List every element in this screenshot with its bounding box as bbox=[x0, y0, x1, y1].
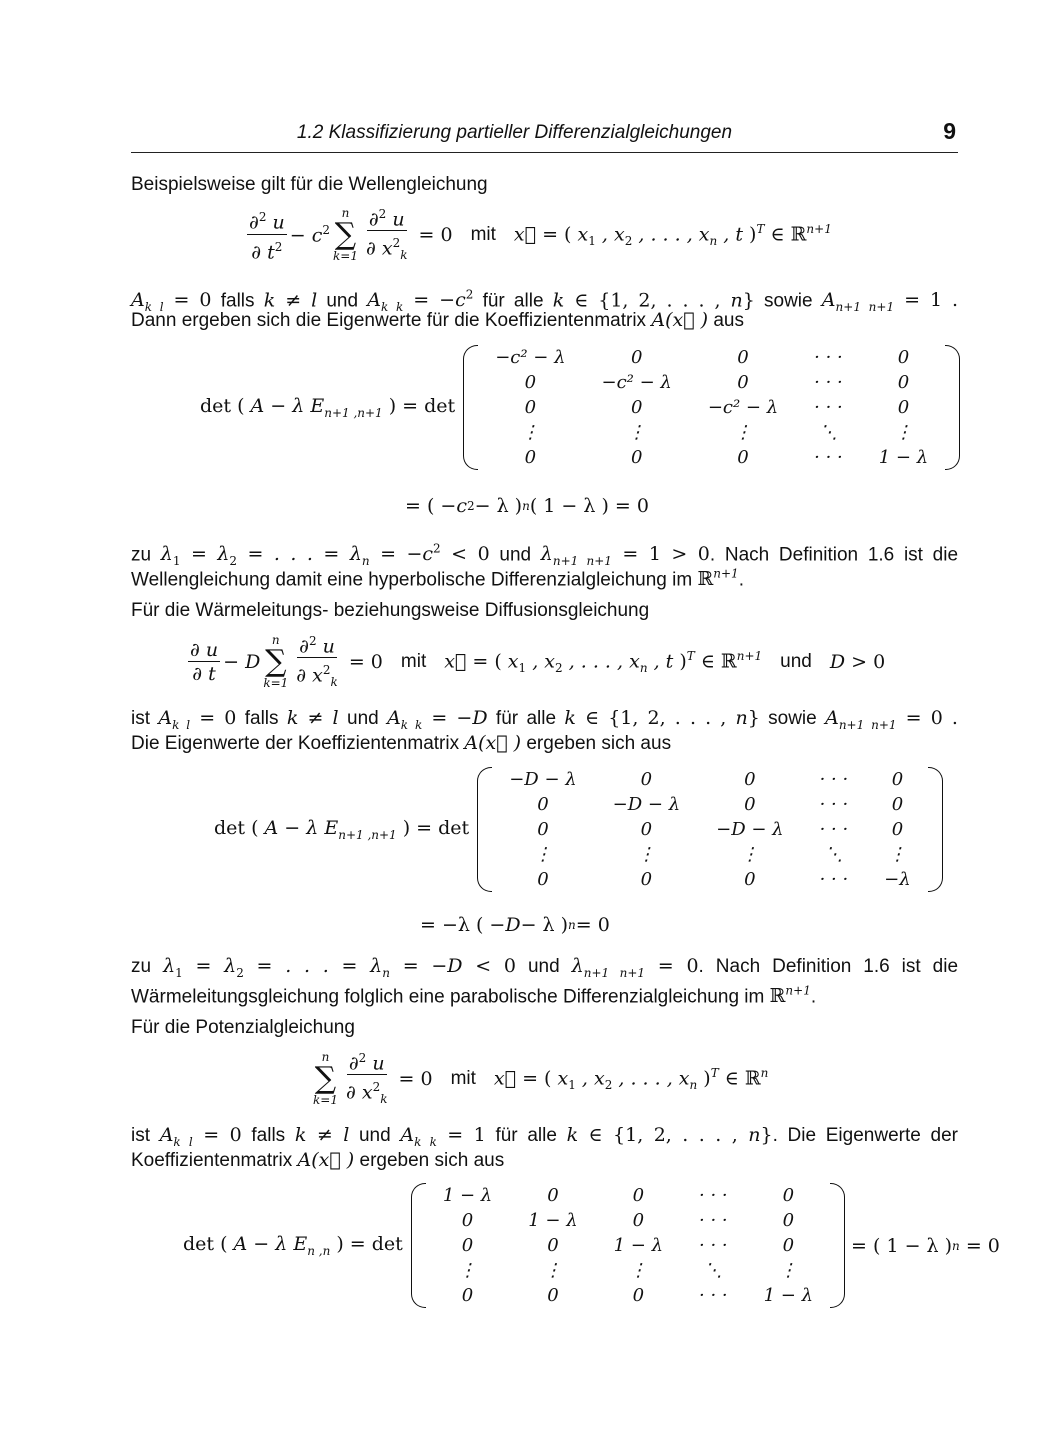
matrix-cell: ⋮ bbox=[894, 422, 913, 443]
matrix-cell: 0 bbox=[744, 769, 756, 790]
matrix-cell: · · · bbox=[819, 769, 849, 790]
matrix-row bbox=[425, 1233, 831, 1258]
matrix-cell: ⋮ bbox=[637, 844, 656, 865]
matrix-cell: −D − λ bbox=[716, 819, 784, 840]
matrix-row bbox=[425, 1208, 831, 1233]
header-title: 1.2 Klassifizierung partieller Differenzialgleichungen bbox=[296, 122, 733, 143]
matrix-row bbox=[491, 842, 928, 867]
matrix-cell: 0 bbox=[630, 347, 643, 368]
matrix-cell: 0 bbox=[524, 372, 537, 393]
paragraph-wave-intro: Beispielsweise gilt für die Wellengleichung bbox=[131, 174, 488, 195]
matrix-cell: 0 bbox=[461, 1285, 474, 1306]
matrix-cell: 0 bbox=[744, 869, 756, 890]
paragraph-heat-eigenvalues: zu $\lambda_1 = \lambda_2$ = . . . = $\lambda_n = -D < 0$ und $\lambda_{n+1 n+1} = 0$. Nach Definition 1.6 ist die bbox=[131, 955, 959, 980]
matrix-cell: 0 bbox=[891, 794, 904, 815]
matrix-cell: 0 bbox=[547, 1285, 559, 1306]
matrix-cell: 0 bbox=[632, 1210, 645, 1231]
matrix-cell: 0 bbox=[897, 372, 910, 393]
equation-wave-det: det ( A − λ $E_{n+1 ,n+1}$ ) = det −c² − λ 0 0 · · · 0 0 −c² − λ 0 · · · 0 0 0 −c² − λ · · · 0 ⋮ ⋮ ⋮ ⋱ ⋮ 0 0 0 · · · 1 − λ bbox=[200, 345, 960, 470]
matrix-cell: · · · bbox=[699, 1285, 728, 1306]
matrix-cell: 0 bbox=[891, 769, 904, 790]
matrix-cell: · · · bbox=[699, 1235, 728, 1256]
paragraph-potential-intro: Für die Potenzialgleichung bbox=[131, 1017, 355, 1038]
matrix-cell: · · · bbox=[699, 1185, 728, 1206]
matrix-cell: −c² − λ bbox=[707, 397, 779, 418]
matrix-cell: ⋮ bbox=[740, 844, 759, 865]
matrix-cell: −c² − λ bbox=[495, 347, 566, 368]
matrix-cell: ⋮ bbox=[458, 1260, 477, 1281]
matrix-cell: 0 bbox=[632, 1185, 645, 1206]
matrix-cell: ⋮ bbox=[888, 844, 907, 865]
matrix-row bbox=[491, 817, 928, 842]
matrix-row bbox=[425, 1183, 831, 1208]
matrix-cell: 0 bbox=[744, 794, 756, 815]
matrix-cell: · · · bbox=[814, 372, 843, 393]
matrix-row bbox=[425, 1283, 831, 1308]
matrix-cell: ⋱ bbox=[704, 1260, 723, 1281]
paragraph-potential-eigen: Koeffizientenmatrix A(x⃗ ) ergeben sich aus bbox=[131, 1149, 505, 1171]
matrix-row bbox=[491, 792, 928, 817]
matrix-cell: · · · bbox=[819, 794, 849, 815]
matrix-cell: 0 bbox=[547, 1185, 559, 1206]
matrix-cell: 0 bbox=[640, 869, 653, 890]
paragraph-wave-hyperbolic: Wellengleichung damit eine hyperbolische Differenzialgleichung im ℝ$^{n+1}$. bbox=[131, 567, 744, 591]
matrix-cell: 1 − λ bbox=[528, 1210, 578, 1231]
equation-heat-det: det ( A − λ $E_{n+1 ,n+1}$ ) = det −D − λ 0 0 · · · 0 0 −D − λ 0 · · · 0 0 0 −D − λ · · · 0 ⋮ ⋮ ⋮ ⋱ ⋮ 0 0 0 · · · −λ bbox=[214, 767, 943, 892]
matrix-cell: 0 bbox=[640, 769, 653, 790]
matrix-cell: 0 bbox=[640, 819, 653, 840]
matrix-cell: ⋱ bbox=[824, 844, 843, 865]
matrix-row bbox=[477, 445, 946, 470]
matrix-cell: 0 bbox=[897, 347, 910, 368]
matrix-cell: ⋮ bbox=[627, 422, 646, 443]
paragraph-wave-coeffs: $A_{k l} = 0$ falls k ≠ l und $A_{k k} = -c^2$ für alle k ∈ {1, 2, . . . , n} sowie $A_{n+1 n+1} = 1$ . bbox=[131, 288, 959, 315]
matrix-cell: ⋮ bbox=[543, 1260, 562, 1281]
matrix-cell: 0 bbox=[524, 447, 537, 468]
matrix-cell: 0 bbox=[537, 869, 549, 890]
matrix-cell: 0 bbox=[630, 397, 643, 418]
word-mit: mit bbox=[470, 224, 496, 245]
matrix-cell: 0 bbox=[537, 794, 549, 815]
matrix-cell: 0 bbox=[782, 1185, 795, 1206]
equation-heat-result: = −λ ( − D − λ ) n = 0 bbox=[420, 914, 610, 936]
paragraph-heat-coeffs: ist $A_{k l} = 0$ falls k ≠ l und $A_{k k} = -D$ für alle k ∈ {1, 2, . . . , n} sowie $A_{n+1 n+1} = 0$ . bbox=[131, 707, 958, 732]
matrix-cell: −c² − λ bbox=[601, 372, 672, 393]
matrix-potential bbox=[411, 1183, 845, 1308]
matrix-row bbox=[477, 345, 946, 370]
matrix-cell: 0 bbox=[524, 397, 537, 418]
matrix-cell: 0 bbox=[461, 1210, 474, 1231]
paragraph-heat-parabolic: Wärmeleitungsgleichung folglich eine parabolische Differenzialgleichung im ℝ$^{n+1}$. bbox=[131, 984, 817, 1008]
matrix-cell: 0 bbox=[897, 397, 910, 418]
matrix-cell: ⋮ bbox=[629, 1260, 648, 1281]
equation-potential: n ∑ k=1 $\frac{\partial^2 u}{\partial x^2_k}$ = 0 mit x⃗ = ( $x_1$ , $x_2$ , . . . , $x_n$ )$^T$ ∈ ℝ$^n$ bbox=[310, 1049, 768, 1109]
equation-wave-result: = ( − c 2 − λ ) n ( 1 − λ ) = 0 bbox=[405, 495, 649, 517]
matrix-heat bbox=[477, 767, 942, 892]
matrix-row bbox=[491, 767, 928, 792]
matrix-cell: 0 bbox=[461, 1235, 474, 1256]
matrix-cell: 0 bbox=[737, 447, 749, 468]
matrix-cell: 0 bbox=[630, 447, 643, 468]
matrix-cell: · · · bbox=[699, 1210, 728, 1231]
paragraph-wave-eigenvalues: zu $\lambda_1 = \lambda_2$ = . . . = $\lambda_n = -c^2 < 0$ und $\lambda_{n+1 n+1} = 1 > 0$. Nach Definition 1.6 ist die bbox=[131, 542, 959, 569]
paragraph-heat-intro: Für die Wärmeleitungs- beziehungsweise Diffusionsgleichung bbox=[131, 600, 650, 621]
matrix-row bbox=[477, 370, 946, 395]
paragraph-wave-eigen: Dann ergeben sich die Eigenwerte für die Koeffizientenmatrix A(x⃗ ) aus bbox=[131, 309, 744, 331]
matrix-cell: 1 − λ bbox=[442, 1185, 493, 1206]
matrix-cell: ⋮ bbox=[779, 1260, 798, 1281]
matrix-cell: −λ bbox=[884, 869, 911, 890]
matrix-wave bbox=[463, 345, 960, 470]
matrix-cell: · · · bbox=[814, 397, 843, 418]
matrix-row bbox=[425, 1258, 831, 1283]
matrix-cell: ⋮ bbox=[733, 422, 752, 443]
matrix-cell: −D − λ bbox=[509, 769, 577, 790]
matrix-cell: · · · bbox=[819, 819, 849, 840]
paragraph-potential-coeffs: ist $A_{k l} = 0$ falls k ≠ l und $A_{k k} = 1$ für alle k ∈ {1, 2, . . . , n}. Die Eigenwerte der bbox=[131, 1124, 958, 1149]
matrix-cell: 0 bbox=[547, 1235, 559, 1256]
matrix-cell: · · · bbox=[819, 869, 849, 890]
matrix-cell: ⋱ bbox=[819, 422, 838, 443]
matrix-cell: ⋮ bbox=[521, 422, 540, 443]
matrix-cell: 1 − λ bbox=[878, 447, 929, 468]
matrix-cell: · · · bbox=[814, 447, 843, 468]
matrix-row bbox=[477, 395, 946, 420]
matrix-row bbox=[491, 867, 928, 892]
matrix-cell: 0 bbox=[782, 1235, 795, 1256]
matrix-cell: 0 bbox=[782, 1210, 795, 1231]
equation-potential-det: det ( A − λ $E_{n ,n}$ ) = det 1 − λ 0 0 · · · 0 0 1 − λ 0 · · · 0 0 0 1 − λ · · · 0 ⋮ ⋮ ⋮ ⋱ ⋮ 0 0 0 · · · 1 − λ = ( 1 − λ ) n = 0 bbox=[183, 1185, 1000, 1306]
matrix-cell: 0 bbox=[891, 819, 904, 840]
matrix-cell: 1 − λ bbox=[613, 1235, 663, 1256]
matrix-cell: ⋮ bbox=[533, 844, 552, 865]
matrix-row bbox=[477, 420, 946, 445]
paragraph-heat-eigen: Die Eigenwerte der Koeffizientenmatrix A(x⃗ ) ergeben sich aus bbox=[131, 732, 672, 754]
matrix-cell: 0 bbox=[537, 819, 549, 840]
matrix-cell: 0 bbox=[737, 372, 749, 393]
matrix-cell: 0 bbox=[632, 1285, 645, 1306]
equation-heat: $\frac{\partial u}{\partial t}$ − D n ∑ k=1 $\frac{\partial^2 u}{\partial x^2_k}$ = 0 mit x⃗ = ( $x_1$ , $x_2$ , . . . , $x_n$ , t )$^T$ ∈ ℝ$^{n+1}$ und D > 0 bbox=[185, 632, 885, 692]
matrix-cell: · · · bbox=[814, 347, 843, 368]
matrix-cell: 1 − λ bbox=[763, 1285, 813, 1306]
running-header bbox=[131, 118, 958, 153]
page-number: 9 bbox=[943, 118, 956, 144]
equation-wave: $\frac{\partial^2 u}{\partial t^2}$ − $c^2$ n ∑ k=1 $\frac{\partial^2 u}{\partial x^2_k}$ = 0 mit x⃗ = ( $x_1$ , $x_2$ , . . . , $x_n$ , t )$^T$ ∈ ℝ$^{n+1}$ bbox=[244, 205, 832, 265]
matrix-cell: 0 bbox=[737, 347, 749, 368]
matrix-cell: −D − λ bbox=[612, 794, 681, 815]
